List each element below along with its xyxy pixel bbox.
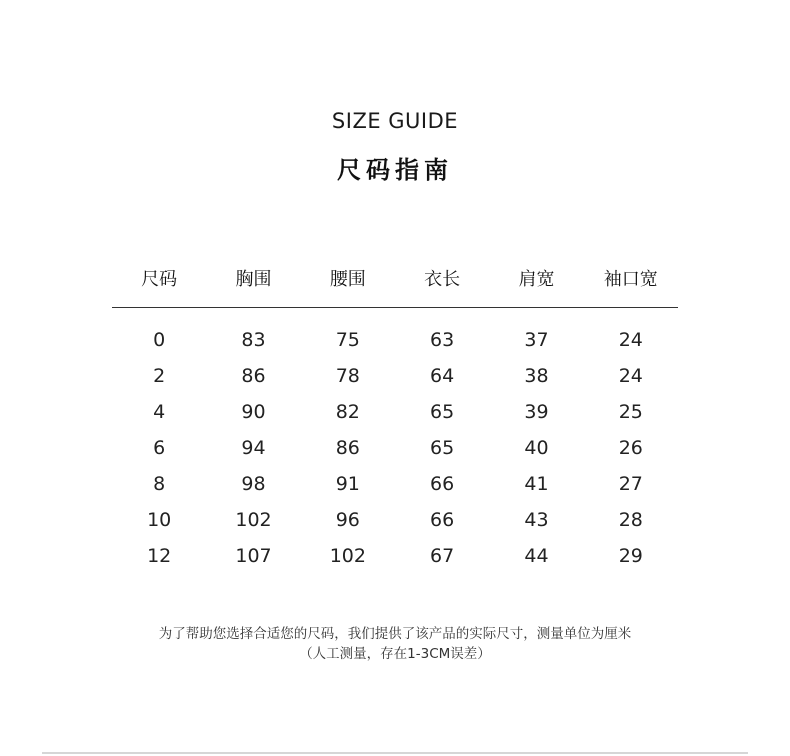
cell-cuff: 24: [618, 365, 643, 387]
cell-size: 4: [153, 401, 166, 423]
table-row: [112, 326, 678, 362]
table-row: [112, 470, 678, 506]
cell-chest: 94: [241, 437, 266, 459]
cell-chest: 102: [235, 509, 272, 531]
bottom-divider: [42, 752, 748, 754]
cell-chest: 86: [241, 365, 266, 387]
cell-length: 64: [430, 365, 455, 387]
table-body: [112, 326, 678, 578]
title-chinese: 尺码指南: [337, 156, 453, 184]
cell-cuff: 24: [618, 329, 643, 351]
cell-waist: 82: [335, 401, 360, 423]
cell-waist: 78: [335, 365, 360, 387]
cell-cuff: 25: [618, 401, 643, 423]
cell-size: 6: [153, 437, 166, 459]
cell-shoulder: 41: [524, 473, 549, 495]
header-shoulder: 肩宽: [518, 269, 555, 290]
table-row: [112, 506, 678, 542]
cell-chest: 90: [241, 401, 266, 423]
header-chest: 胸围: [235, 269, 272, 290]
cell-waist: 86: [335, 437, 360, 459]
cell-size: 8: [153, 473, 166, 495]
cell-length: 66: [430, 509, 455, 531]
table-row: [112, 434, 678, 470]
cell-chest: 107: [235, 545, 272, 567]
header-divider: [112, 307, 678, 308]
cell-cuff: 28: [618, 509, 643, 531]
cell-size: 12: [147, 545, 172, 567]
cell-cuff: 26: [618, 437, 643, 459]
header-cuff: 袖口宽: [603, 269, 658, 290]
measurement-note: [0, 624, 790, 664]
table-row: [112, 542, 678, 578]
header-length: 衣长: [424, 269, 461, 290]
table-row: [112, 362, 678, 398]
cell-waist: 96: [335, 509, 360, 531]
table-header-row: [112, 264, 678, 296]
cell-shoulder: 39: [524, 401, 549, 423]
cell-size: 0: [153, 329, 166, 351]
title-english: SIZE GUIDE: [331, 109, 459, 133]
note-line-1: 为了帮助您选择合适您的尺码，我们提供了该产品的实际尺寸，测量单位为厘米: [158, 626, 632, 642]
cell-waist: 102: [329, 545, 366, 567]
cell-length: 66: [430, 473, 455, 495]
cell-shoulder: 43: [524, 509, 549, 531]
cell-shoulder: 44: [524, 545, 549, 567]
size-table: [112, 264, 678, 578]
cell-chest: 83: [241, 329, 266, 351]
cell-size: 10: [147, 509, 172, 531]
cell-size: 2: [153, 365, 166, 387]
header-waist: 腰围: [329, 269, 366, 290]
table-row: [112, 398, 678, 434]
cell-cuff: 29: [618, 545, 643, 567]
header-size: 尺码: [141, 269, 178, 290]
cell-waist: 91: [335, 473, 360, 495]
cell-length: 63: [430, 329, 455, 351]
cell-shoulder: 38: [524, 365, 549, 387]
cell-chest: 98: [241, 473, 266, 495]
cell-shoulder: 37: [524, 329, 549, 351]
cell-cuff: 27: [618, 473, 643, 495]
cell-length: 65: [430, 401, 455, 423]
cell-length: 67: [430, 545, 455, 567]
cell-waist: 75: [335, 329, 360, 351]
note-line-2: （人工测量，存在1-3CM误差）: [299, 646, 491, 662]
cell-shoulder: 40: [524, 437, 549, 459]
cell-length: 65: [430, 437, 455, 459]
